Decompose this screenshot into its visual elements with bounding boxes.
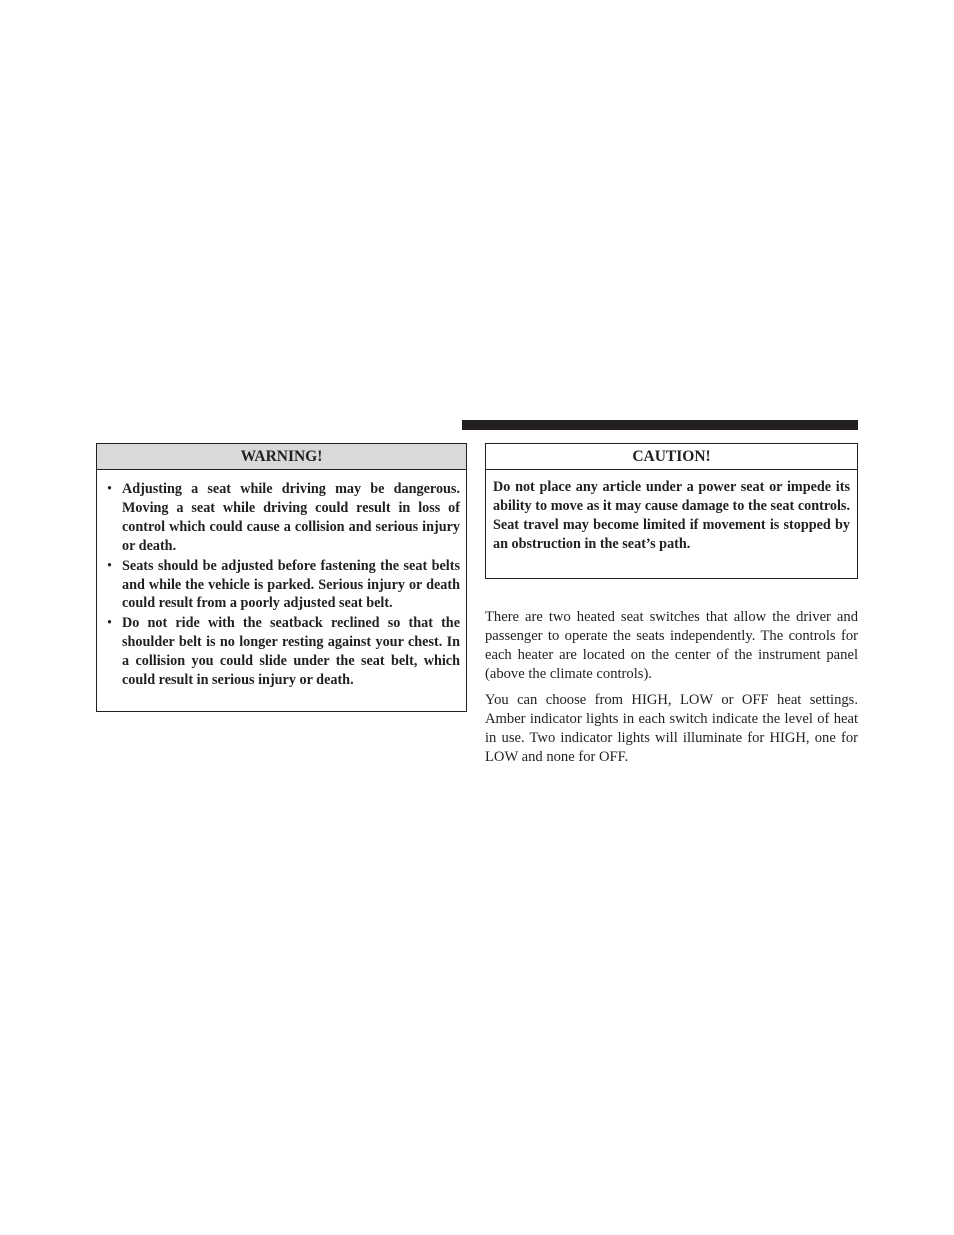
caution-box xyxy=(485,443,858,579)
bullet-icon: • xyxy=(107,481,112,497)
bullet-icon: • xyxy=(107,615,112,632)
bullet-icon: • xyxy=(107,557,112,574)
warning-item xyxy=(107,614,460,690)
body-paragraph: You can choose from HIGH, LOW or OFF heat settings. Amber indicator lights in each switch indicate the level of heat in use. Two indicator lights will illuminate for HIGH, one for LOW and none for OFF. xyxy=(485,692,858,765)
warning-item xyxy=(107,557,460,614)
caution-title: CAUTION! xyxy=(486,444,857,470)
warning-box xyxy=(96,443,467,712)
caution-text: Do not place any article under a power seat or impede its ability to move as it may cause damage to the seat controls. Seat travel may become limited if movement is stopped by an obstruction in the seat’s path. xyxy=(493,479,850,552)
section-header-rule xyxy=(462,420,858,430)
warning-list xyxy=(97,470,466,690)
warning-item-text: Do not ride with the seatback reclined so that the shoulder belt is no longer resting against your chest. In a collision you could slide under the seat belt, which could result in serious injury or death. xyxy=(122,615,460,689)
body-paragraph: There are two heated seat switches that allow the driver and passenger to operate the seats independently. The controls for each heater are located on the center of the instrument panel (above the climate controls). xyxy=(485,609,858,682)
warning-item-text: Adjusting a seat while driving may be dangerous. Moving a seat while driving could result in loss of control which could cause a collision and serious injury or death. xyxy=(122,481,460,554)
warning-item xyxy=(107,480,460,556)
warning-item-text: Seats should be adjusted before fastening the seat belts and while the vehicle is parked. Serious injury or death could result from a poorly adjusted seat belt. xyxy=(122,557,460,612)
warning-title: WARNING! xyxy=(97,444,466,470)
